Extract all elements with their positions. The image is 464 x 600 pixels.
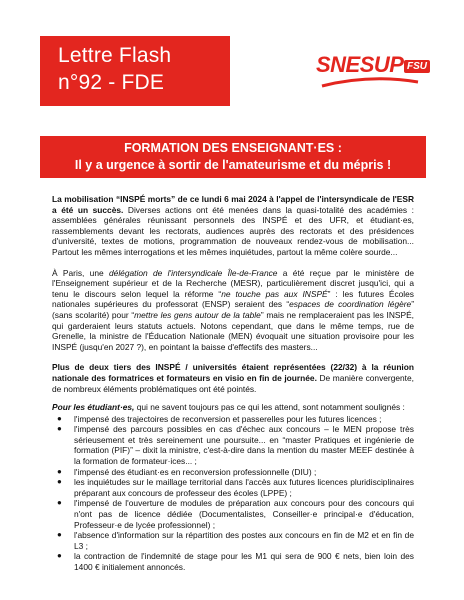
snesup-fsu-logo	[316, 46, 426, 94]
bullet-icon: ●	[57, 466, 62, 476]
paragraph-students-text: qui ne savent toujours pas ce qui les attend, sont notamment soulignés :	[134, 402, 405, 413]
paragraph-mobilisation-lead: La mobilisation “INSPÉ morts” de ce lundi 6 mai 2024 à l'appel de l'intersyndicale de l'ESR a été un succès.	[52, 194, 414, 215]
logo-text: SNESUP	[316, 52, 404, 77]
paragraph-national-meeting-text: De manière convergente, de nombreux éléments problématiques ont été pointés.	[52, 372, 414, 394]
paragraph-paris-text: ” mais ne remplaceraient pas les INSPÉ, qui garderaient leurs statuts actuels. Notons cependant, que dans le même temps, rue de Grenelle, la ministre de l'Éducation Nationale (MEN) évoquait une situation provisoire pour les INSPÉ (jusqu'en 2027 ?), en pointant la baisse d'effectifs des masters...	[52, 309, 414, 352]
newsletter-title-line2: n°92 - FDE	[58, 71, 165, 94]
list-item	[52, 498, 414, 530]
bullet-icon: ●	[57, 530, 62, 540]
list-item-text: la contraction de l'indemnité de stage pour les M1 qui sera de 900 € nets, bien loin des 1400 € initialement annoncés.	[74, 551, 414, 572]
list-item-text: l'impensé des étudiant·es en reconversion professionnelle (DIU) ;	[74, 466, 317, 477]
list-item	[52, 424, 414, 466]
bullet-icon: ●	[57, 424, 62, 434]
paragraph-students-lead: Pour les étudiant·es,	[52, 402, 135, 413]
bullet-icon: ●	[57, 413, 62, 423]
list-item	[52, 467, 414, 478]
headline-banner	[40, 136, 426, 178]
paragraph-paris-text: ” (sans scolarité) pour “	[52, 299, 414, 320]
paragraph-paris-text: À Paris, une	[52, 267, 109, 278]
list-item	[52, 551, 414, 572]
paragraph-paris-text: ” : les futures Écoles nationales supérieures du professorat (ENSP) seraient des “	[52, 288, 414, 310]
paragraph-paris-quote: ne touche pas aux INSPÉ	[221, 288, 328, 299]
list-item-text: l'impensé des parcours possibles en cas d'échec aux concours – le MEN propose très sérieusement et très sereinement une poursuite... en “master Pratiques et ingénierie de formation (PIF)” – dixit la ministre, c'est-à-dire dans la mention du master MEEF destinée à la formation de formateur·ices... ;	[74, 424, 414, 467]
logo-badge: FSU	[404, 60, 430, 73]
paragraph-paris-text: a été reçue par le ministère de l'Enseignement supérieur et de la Recherche (MESR), particulièrement discret jusqu'ici, qui a tenu le discours selon lequel la réforme “	[52, 267, 415, 299]
list-item-text: l'absence d'information sur la répartition des postes aux concours en fin de M2 et en fin de L3 ;	[74, 530, 414, 551]
newsletter-title-box	[40, 36, 230, 106]
headline-subtitle: Il y a urgence à sortir de l'amateurisme et du mépris !	[74, 158, 392, 172]
student-concerns-list	[52, 414, 414, 573]
headline-title: FORMATION DES ENSEIGNANT·ES :	[124, 141, 342, 155]
paragraph-national-meeting	[52, 362, 414, 394]
paragraph-paris-italic: délégation de l'intersyndicale Île-de-France	[109, 267, 278, 278]
list-item	[52, 530, 414, 551]
list-item	[52, 414, 414, 425]
newsletter-title-line1: Lettre Flash	[58, 44, 172, 67]
paragraph-national-meeting-lead: Plus de deux tiers des INSPÉ / universités étaient représentées (22/32) à la réunion nationale des formatrices et formateurs en visio en fin de journée.	[52, 362, 414, 383]
paragraph-mobilisation-text: Diverses actions ont été menées dans la quasi-totalité des académies : assemblées générales réunissant personnels des INSPÉ et des UFR, et étudiant·es, rassemblements devant les rectorats, audiences auprès des rectorats et des présidences d'université, textes de motions, programmation de nouveaux rendez-vous de mobilisation... Partout les mêmes interrogations et les mêmes inquiétudes, partout la même colère sourde...	[52, 204, 414, 257]
logo-swoosh-icon	[320, 76, 420, 90]
bullet-icon: ●	[57, 498, 62, 508]
bullet-icon: ●	[57, 477, 62, 487]
paragraph-paris-quote: mettre les gens autour de la table	[134, 309, 261, 320]
paragraph-mobilisation	[52, 194, 414, 258]
list-item-text: l'impensé de l'ouverture de modules de préparation aux concours pour des concours qui n'ont pas de licence dédiée (Documentalistes, Conseiller·e principal·e d'éducation, Professeur·e de lycée professionnel) ;	[74, 498, 414, 530]
bullet-icon: ●	[57, 551, 62, 561]
paragraph-paris	[52, 268, 414, 353]
paragraph-students	[52, 402, 414, 413]
article-body	[52, 194, 414, 573]
list-item-text: l'impensé des trajectoires de reconversion et passerelles pour les futures licences ;	[74, 413, 382, 424]
paragraph-paris-quote: espaces de coordination légère	[289, 299, 412, 310]
list-item-text: les inquiétudes sur le maillage territorial dans l'accès aux futures licences pluridisciplinaires préparant aux concours de professeur des écoles (LPPE) ;	[74, 477, 414, 498]
list-item	[52, 477, 414, 498]
